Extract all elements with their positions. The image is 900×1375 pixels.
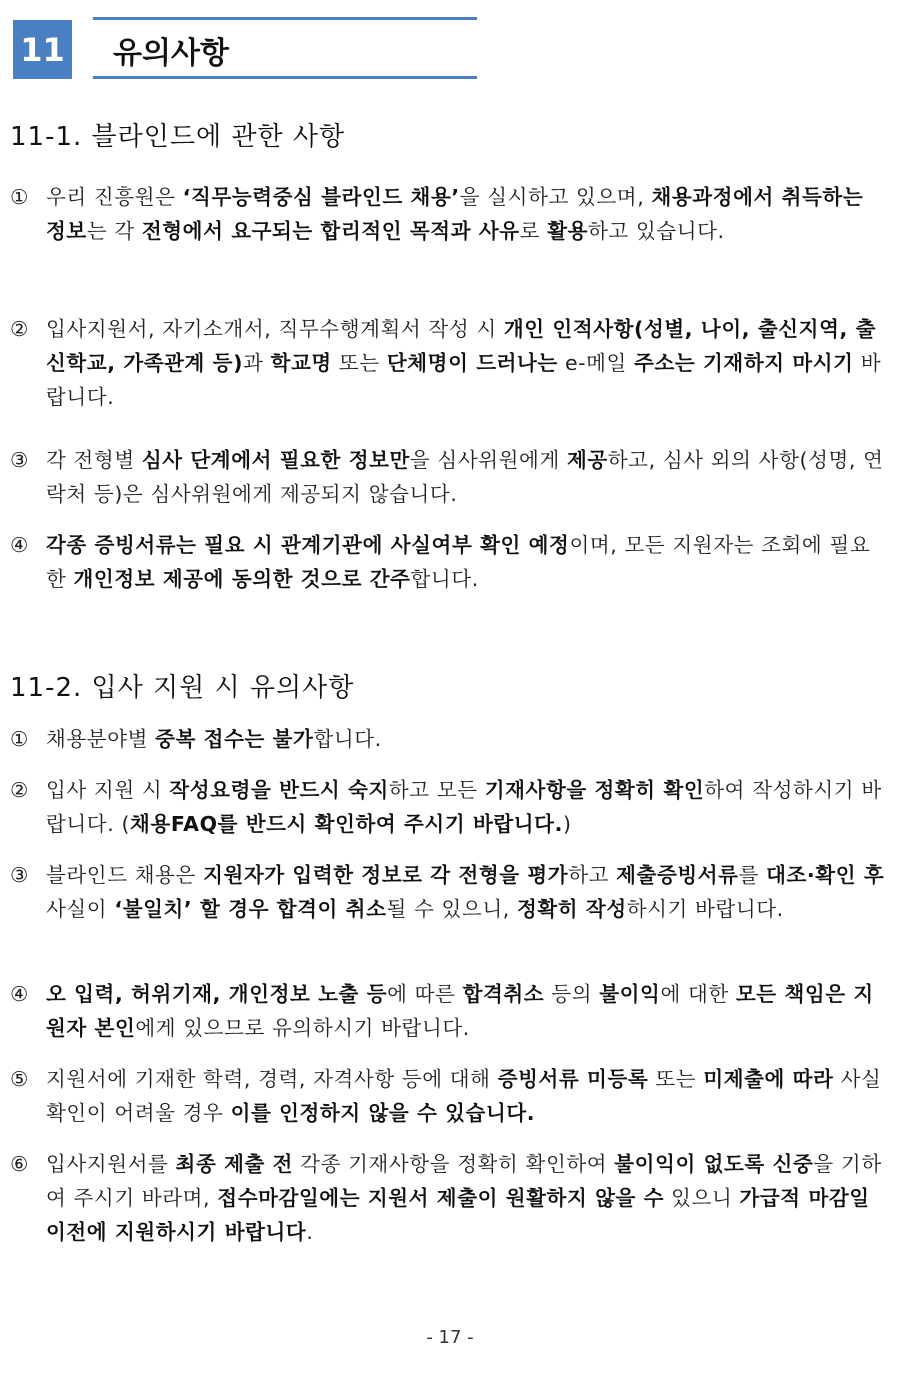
text-run: 로 xyxy=(519,219,548,243)
page-title: 유의사항 xyxy=(113,36,229,71)
bold-text-run: 접수마감일에는 지원서 제출이 원활하지 않을 수 xyxy=(217,1186,665,1210)
bold-text-run: 불이익 xyxy=(599,982,661,1006)
bold-text-run: 개인정보 제공에 동의한 것으로 간주 xyxy=(73,567,411,591)
item-number: ② xyxy=(10,317,29,341)
item-number: ① xyxy=(10,185,29,209)
text-run: 하고 모든 xyxy=(388,778,485,802)
list-item xyxy=(10,1062,890,1130)
section-number-badge: 11 xyxy=(13,20,72,79)
text-run: 우리 진흥원은 xyxy=(46,185,183,209)
bold-text-run: ‘직무능력중심 블라인드 채용’ xyxy=(182,185,460,209)
bold-text-run: ‘불일치’ 할 경우 합격이 취소 xyxy=(114,897,387,921)
text-run: 을 기하여 주시기 바라며, xyxy=(46,1152,882,1210)
item-text xyxy=(46,528,890,596)
text-run: 에게 있으므로 유의하시기 바랍니다. xyxy=(135,1016,470,1040)
item-text xyxy=(46,1147,890,1249)
item-text xyxy=(46,858,890,926)
text-run: 등의 xyxy=(544,982,600,1006)
bold-text-run: 기재사항을 정확히 확인 xyxy=(484,778,705,802)
subsection-heading-1: 11-1. 블라인드에 관한 사항 xyxy=(10,122,346,152)
text-run: e-메일 xyxy=(557,351,635,375)
bold-text-run: 개인 인적사항(성별, 나이, 출신지역, 출신학교, 가족관계 등) xyxy=(46,317,876,375)
bold-text-run: 작성요령을 반드시 숙지 xyxy=(169,778,389,802)
item-text xyxy=(46,1062,890,1130)
bold-text-run: 불이익이 없도록 신중 xyxy=(614,1152,814,1176)
bold-text-run: 제출증빙서류 xyxy=(616,863,739,887)
bold-text-run: 정확히 작성 xyxy=(516,897,627,921)
text-run: 과 xyxy=(243,351,271,375)
item-text xyxy=(46,977,890,1045)
text-run: 에 대한 xyxy=(660,982,736,1006)
text-run: . xyxy=(306,1220,314,1244)
text-run: 지원서에 기재한 학력, 경력, 자격사항 등에 대해 xyxy=(46,1067,498,1091)
item-text xyxy=(46,443,890,511)
bold-text-run: 가급적 마감일 이전에 지원하시기 바랍니다 xyxy=(46,1186,870,1244)
page-number: - 17 - xyxy=(426,1327,474,1348)
text-run: 하여 작성하시기 바랍니다. ( xyxy=(46,778,882,836)
text-run: ) xyxy=(562,812,572,836)
bold-text-run: 최종 제출 전 xyxy=(175,1152,294,1176)
bold-text-run: 전형에서 요구되는 합리적인 목적과 사유 xyxy=(141,219,520,243)
item-number: ③ xyxy=(10,863,29,887)
item-text xyxy=(46,773,890,841)
text-run: 또는 xyxy=(648,1067,704,1091)
text-run: 을 심사위원에게 xyxy=(409,448,567,472)
title-top-rule xyxy=(93,17,477,20)
list-item xyxy=(10,977,890,1045)
bold-text-run: 제공 xyxy=(566,448,608,472)
text-run: 을 실시하고 있으며, xyxy=(459,185,652,209)
bold-text-run: 활용 xyxy=(547,219,589,243)
bold-text-run: 중복 접수는 불가 xyxy=(155,727,314,751)
list-item xyxy=(10,858,890,926)
text-run: 입사지원서를 xyxy=(46,1152,176,1176)
list-item xyxy=(10,1147,890,1249)
list-item xyxy=(10,443,890,511)
list-item xyxy=(10,528,890,596)
title-bottom-rule xyxy=(93,76,477,79)
bold-text-run: 채용FAQ를 반드시 확인하여 주시기 바랍니다. xyxy=(130,812,563,836)
item-number: ① xyxy=(10,727,29,751)
text-run: 사실이 xyxy=(46,897,115,921)
text-run: 채용분야별 xyxy=(46,727,156,751)
text-run: 입사 지원 시 xyxy=(46,778,170,802)
item-text xyxy=(46,722,890,756)
text-run: 에 따른 xyxy=(387,982,463,1006)
item-number: ④ xyxy=(10,533,29,557)
item-text xyxy=(46,312,890,414)
item-number: ④ xyxy=(10,982,29,1006)
text-run: 하고 있습니다. xyxy=(588,219,725,243)
list-item xyxy=(10,773,890,841)
item-number: ⑥ xyxy=(10,1152,29,1176)
text-run: 있으니 xyxy=(664,1186,740,1210)
text-run: 는 각 xyxy=(86,219,142,243)
bold-text-run: 지원자가 입력한 정보로 각 전형을 평가 xyxy=(203,863,569,887)
list-item xyxy=(10,722,890,756)
bold-text-run: 증빙서류 미등록 xyxy=(497,1067,649,1091)
bold-text-run: 학교명 xyxy=(270,351,332,375)
text-run: 이며, 모든 지원자는 조회에 필요한 xyxy=(46,533,871,591)
text-run: 하고, 심사 외의 사항(성명, 연락처 등)은 심사위원에게 제공되지 않습니다. xyxy=(46,448,884,506)
item-number: ⑤ xyxy=(10,1067,29,1091)
bold-text-run: 미제출에 따라 xyxy=(703,1067,834,1091)
bold-text-run: 대조·확인 후 xyxy=(766,863,885,887)
text-run: 바랍니다. xyxy=(46,351,882,409)
bold-text-run: 채용과정에서 취득하는 정보 xyxy=(46,185,864,243)
text-run: 사실 확인이 어려울 경우 xyxy=(46,1067,882,1125)
list-item xyxy=(10,180,890,248)
text-run: 블라인드 채용은 xyxy=(46,863,204,887)
list-item xyxy=(10,312,890,414)
section-title-box xyxy=(93,17,477,79)
bold-text-run: 주소는 기재하지 마시기 xyxy=(634,351,854,375)
bold-text-run: 모든 책임은 지원자 본인 xyxy=(46,982,874,1040)
subsection-heading-2: 11-2. 입사 지원 시 유의사항 xyxy=(10,673,355,703)
bold-text-run: 각종 증빙서류는 필요 시 관계기관에 사실여부 확인 예정 xyxy=(46,533,570,557)
text-run: 합니다. xyxy=(410,567,479,591)
item-number: ③ xyxy=(10,448,29,472)
text-run: 하고 xyxy=(568,863,617,887)
item-text xyxy=(46,180,890,248)
text-run: 될 수 있으니, xyxy=(386,897,517,921)
text-run: 합니다. xyxy=(313,727,382,751)
text-run: 를 xyxy=(738,863,767,887)
text-run: 하시기 바랍니다. xyxy=(626,897,784,921)
text-run: 또는 xyxy=(331,351,387,375)
bold-text-run: 단체명이 드러나는 xyxy=(386,351,558,375)
bold-text-run: 이를 인정하지 않을 수 있습니다. xyxy=(230,1101,536,1125)
item-number: ② xyxy=(10,778,29,802)
bold-text-run: 합격취소 xyxy=(462,982,545,1006)
bold-text-run: 오 입력, 허위기재, 개인정보 노출 등 xyxy=(46,982,388,1006)
bold-text-run: 심사 단계에서 필요한 정보만 xyxy=(141,448,410,472)
text-run: 각종 기재사항을 정확히 확인하여 xyxy=(293,1152,615,1176)
text-run: 각 전형별 xyxy=(46,448,142,472)
text-run: 입사지원서, 자기소개서, 직무수행계획서 작성 시 xyxy=(46,317,504,341)
